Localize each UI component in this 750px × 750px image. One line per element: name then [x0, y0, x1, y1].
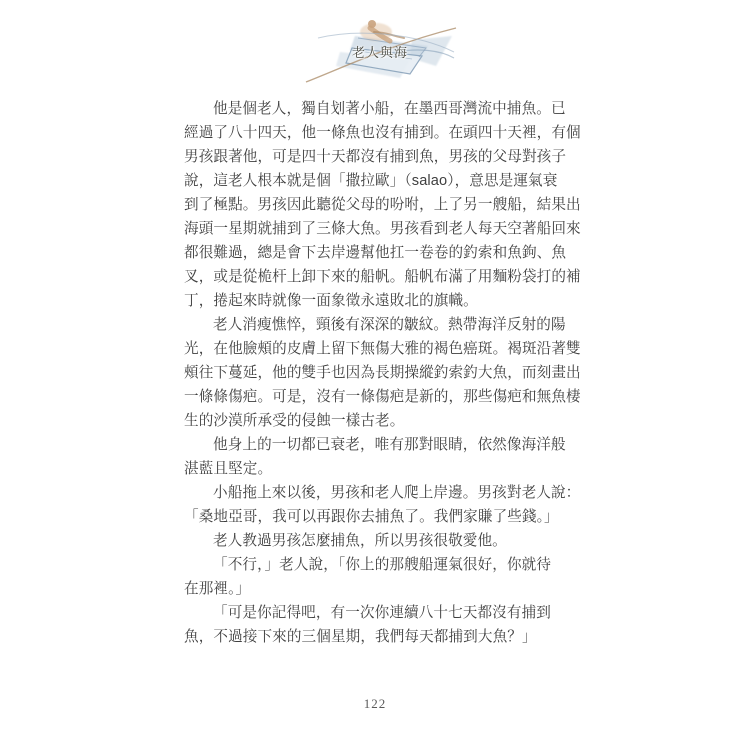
text-line: 一條條傷疤。可是，沒有一條傷疤是新的，那些傷疤和無魚棲	[184, 389, 581, 405]
text-line: 生的沙漠所承受的侵蝕一樣古老。	[184, 413, 405, 429]
text-line: 經過了八十四天，他一條魚也沒有捕到。在頭四十天裡，有個	[184, 125, 581, 141]
text-line: 在那裡。」	[184, 581, 251, 597]
text-line: 老人消瘦憔悴，頸後有深深的皺紋。熱帶海洋反射的陽	[213, 317, 566, 333]
book-title: 老人與海	[351, 45, 408, 60]
text-line: 說，這老人根本就是個「撒拉歐」（salao），意思是運氣衰	[184, 173, 558, 189]
text-line: 「不行，」老人說，「你上的那艘船運氣很好，你就待	[213, 557, 552, 573]
text-line: 魚，不過接下來的三個星期，我們每天都捕到大魚？」	[184, 629, 537, 645]
text-line: 都很難過，總是會下去岸邊幫他扛一卷卷的釣索和魚鉤、魚	[184, 245, 567, 261]
text-line: 光，在他臉頰的皮膚上留下無傷大雅的褐色癌斑。褐斑沿著雙	[184, 341, 581, 357]
text-line: 頰往下蔓延，他的雙手也因為長期操縱釣索釣大魚，而刻畫出	[184, 365, 581, 381]
text-line: 丁，捲起來時就像一面象徵永遠敗北的旗幟。	[184, 293, 478, 309]
text-line: 湛藍且堅定。	[184, 461, 273, 477]
text-line: 男孩跟著他，可是四十天都沒有捕到魚，男孩的父母對孩子	[184, 149, 567, 165]
text-line: 海頭一星期就捕到了三條大魚。男孩看到老人每天空著船回來	[184, 221, 581, 237]
chapter-header-illustration	[300, 8, 460, 88]
text-line: 小船拖上來以後，男孩和老人爬上岸邊。男孩對老人說：	[213, 485, 581, 501]
text-line: 他身上的一切都已衰老，唯有那對眼睛，依然像海洋般	[213, 437, 566, 453]
text-line: 「桑地亞哥，我可以再跟你去捕魚了。我們家賺了些錢。」	[184, 509, 559, 525]
text-line: 老人教過男孩怎麼捕魚，所以男孩很敬愛他。	[213, 533, 507, 549]
text-line: 他是個老人，獨自划著小船，在墨西哥灣流中捕魚。已	[213, 101, 566, 117]
page-number: 122	[363, 696, 387, 711]
text-line: 叉，或是從桅杆上卸下來的船帆。船帆布滿了用麵粉袋打的補	[184, 269, 581, 285]
text-line: 到了極點。男孩因此聽從父母的吩咐，上了另一艘船，結果出	[184, 197, 581, 213]
text-line: 「可是你記得吧，有一次你連續八十七天都沒有捕到	[213, 605, 551, 621]
body-text	[184, 97, 581, 649]
